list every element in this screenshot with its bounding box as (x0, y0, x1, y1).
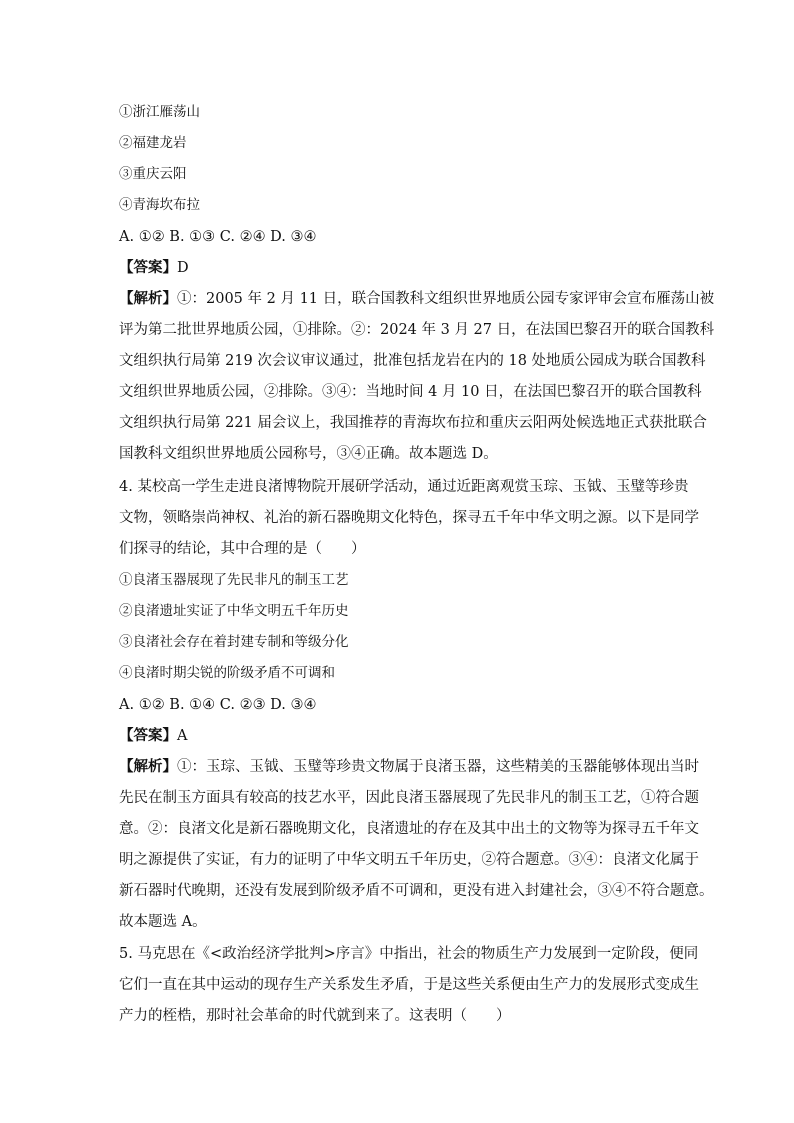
q4-analysis-line: 先民在制玉方面具有较高的技艺水平，因此良渚玉器展现了先民非凡的制玉工艺，①符合题 (119, 790, 699, 806)
q4-option-1: ①良渚玉器展现了先民非凡的制玉工艺 (119, 572, 349, 588)
q4-option-2: ②良渚遗址实证了中华文明五千年历史 (119, 603, 349, 619)
q3-analysis-line: 文组织执行局第 221 届会议上，我国推荐的青海坎布拉和重庆云阳两处候选地正式获批联合 (119, 415, 707, 431)
q3-option-1: ①浙江雁荡山 (119, 104, 200, 120)
q4-stem-line: 文物，领略崇尚神权、礼治的新石器晚期文化特色，探寻五千年中华文明之源。以下是同学 (119, 510, 699, 526)
answer-label: 【答案】 (119, 727, 177, 744)
q5-stem-line: 它们一直在其中运动的现存生产关系发生矛盾，于是这些关系便由生产力的发展形式变成生 (119, 977, 699, 993)
q3-choices: A. ①② B. ①③ C. ②④ D. ③④ (119, 229, 317, 245)
q3-analysis-line: 国教科文组织世界地质公园称号，③④正确。故本题选 D。 (119, 446, 498, 462)
q4-analysis-line: 明之源提供了实证，有力的证明了中华文明五千年历史，②符合题意。③④：良渚文化属于 (119, 852, 699, 868)
q4-analysis-line: 意。②：良渚文化是新石器晚期文化，良渚遗址的存在及其中出土的文物等为探寻五千年文 (119, 821, 699, 837)
q4-option-4: ④良渚时期尖锐的阶级矛盾不可调和 (119, 665, 335, 681)
analysis-text: ①：2005 年 2 月 11 日，联合国教科文组织世界地质公园专家评审会宣布雁荡山被 (177, 291, 715, 307)
answer-label: 【答案】 (119, 259, 177, 276)
q3-analysis-line (119, 289, 714, 309)
analysis-text: ①：玉琮、玉钺、玉璧等珍贵文物属于良渚玉器，这些精美的玉器能够体现出当时 (177, 759, 699, 775)
q3-option-2: ②福建龙岩 (119, 135, 187, 151)
q4-analysis-line: 故本题选 A。 (119, 914, 207, 930)
q4-stem-line: 们探寻的结论，其中合理的是（ ） (119, 541, 366, 557)
q5-stem-line: 5. 马克思在《<政治经济学批判>序言》中指出，社会的物质生产力发展到一定阶段，便同 (119, 946, 699, 962)
answer-value: D (177, 260, 189, 276)
q3-option-3: ③重庆云阳 (119, 166, 187, 182)
q3-answer (119, 258, 189, 278)
q4-analysis-line: 新石器时代晚期，还没有发展到阶级矛盾不可调和，更没有进入封建社会，③④不符合题意。 (119, 883, 714, 899)
analysis-label: 【解析】 (119, 758, 177, 775)
q4-answer (119, 726, 187, 746)
q3-analysis-line: 评为第二批世界地质公园，①排除。②：2024 年 3 月 27 日，在法国巴黎召开的联合国教科 (119, 322, 715, 338)
answer-value: A (177, 728, 188, 744)
q4-stem-line: 4. 某校高一学生走进良渚博物院开展研学活动，通过近距离观赏玉琮、玉钺、玉璧等珍贵 (119, 479, 689, 495)
analysis-label: 【解析】 (119, 290, 177, 307)
q3-analysis-line: 文组织执行局第 219 次会议审议通过，批准包括龙岩在内的 18 处地质公园成为联合国教科 (119, 353, 706, 369)
q5-stem-line: 产力的桎梏，那时社会革命的时代就到来了。这表明（ ） (119, 1008, 511, 1024)
q3-option-4: ④青海坎布拉 (119, 197, 200, 213)
q3-analysis-line: 文组织世界地质公园，②排除。③④：当地时间 4 月 10 日，在法国巴黎召开的联合国教科 (119, 384, 702, 400)
q4-analysis-line (119, 757, 699, 777)
q4-choices: A. ①② B. ①④ C. ②③ D. ③④ (119, 697, 317, 713)
q4-option-3: ③良渚社会存在着封建专制和等级分化 (119, 634, 349, 650)
